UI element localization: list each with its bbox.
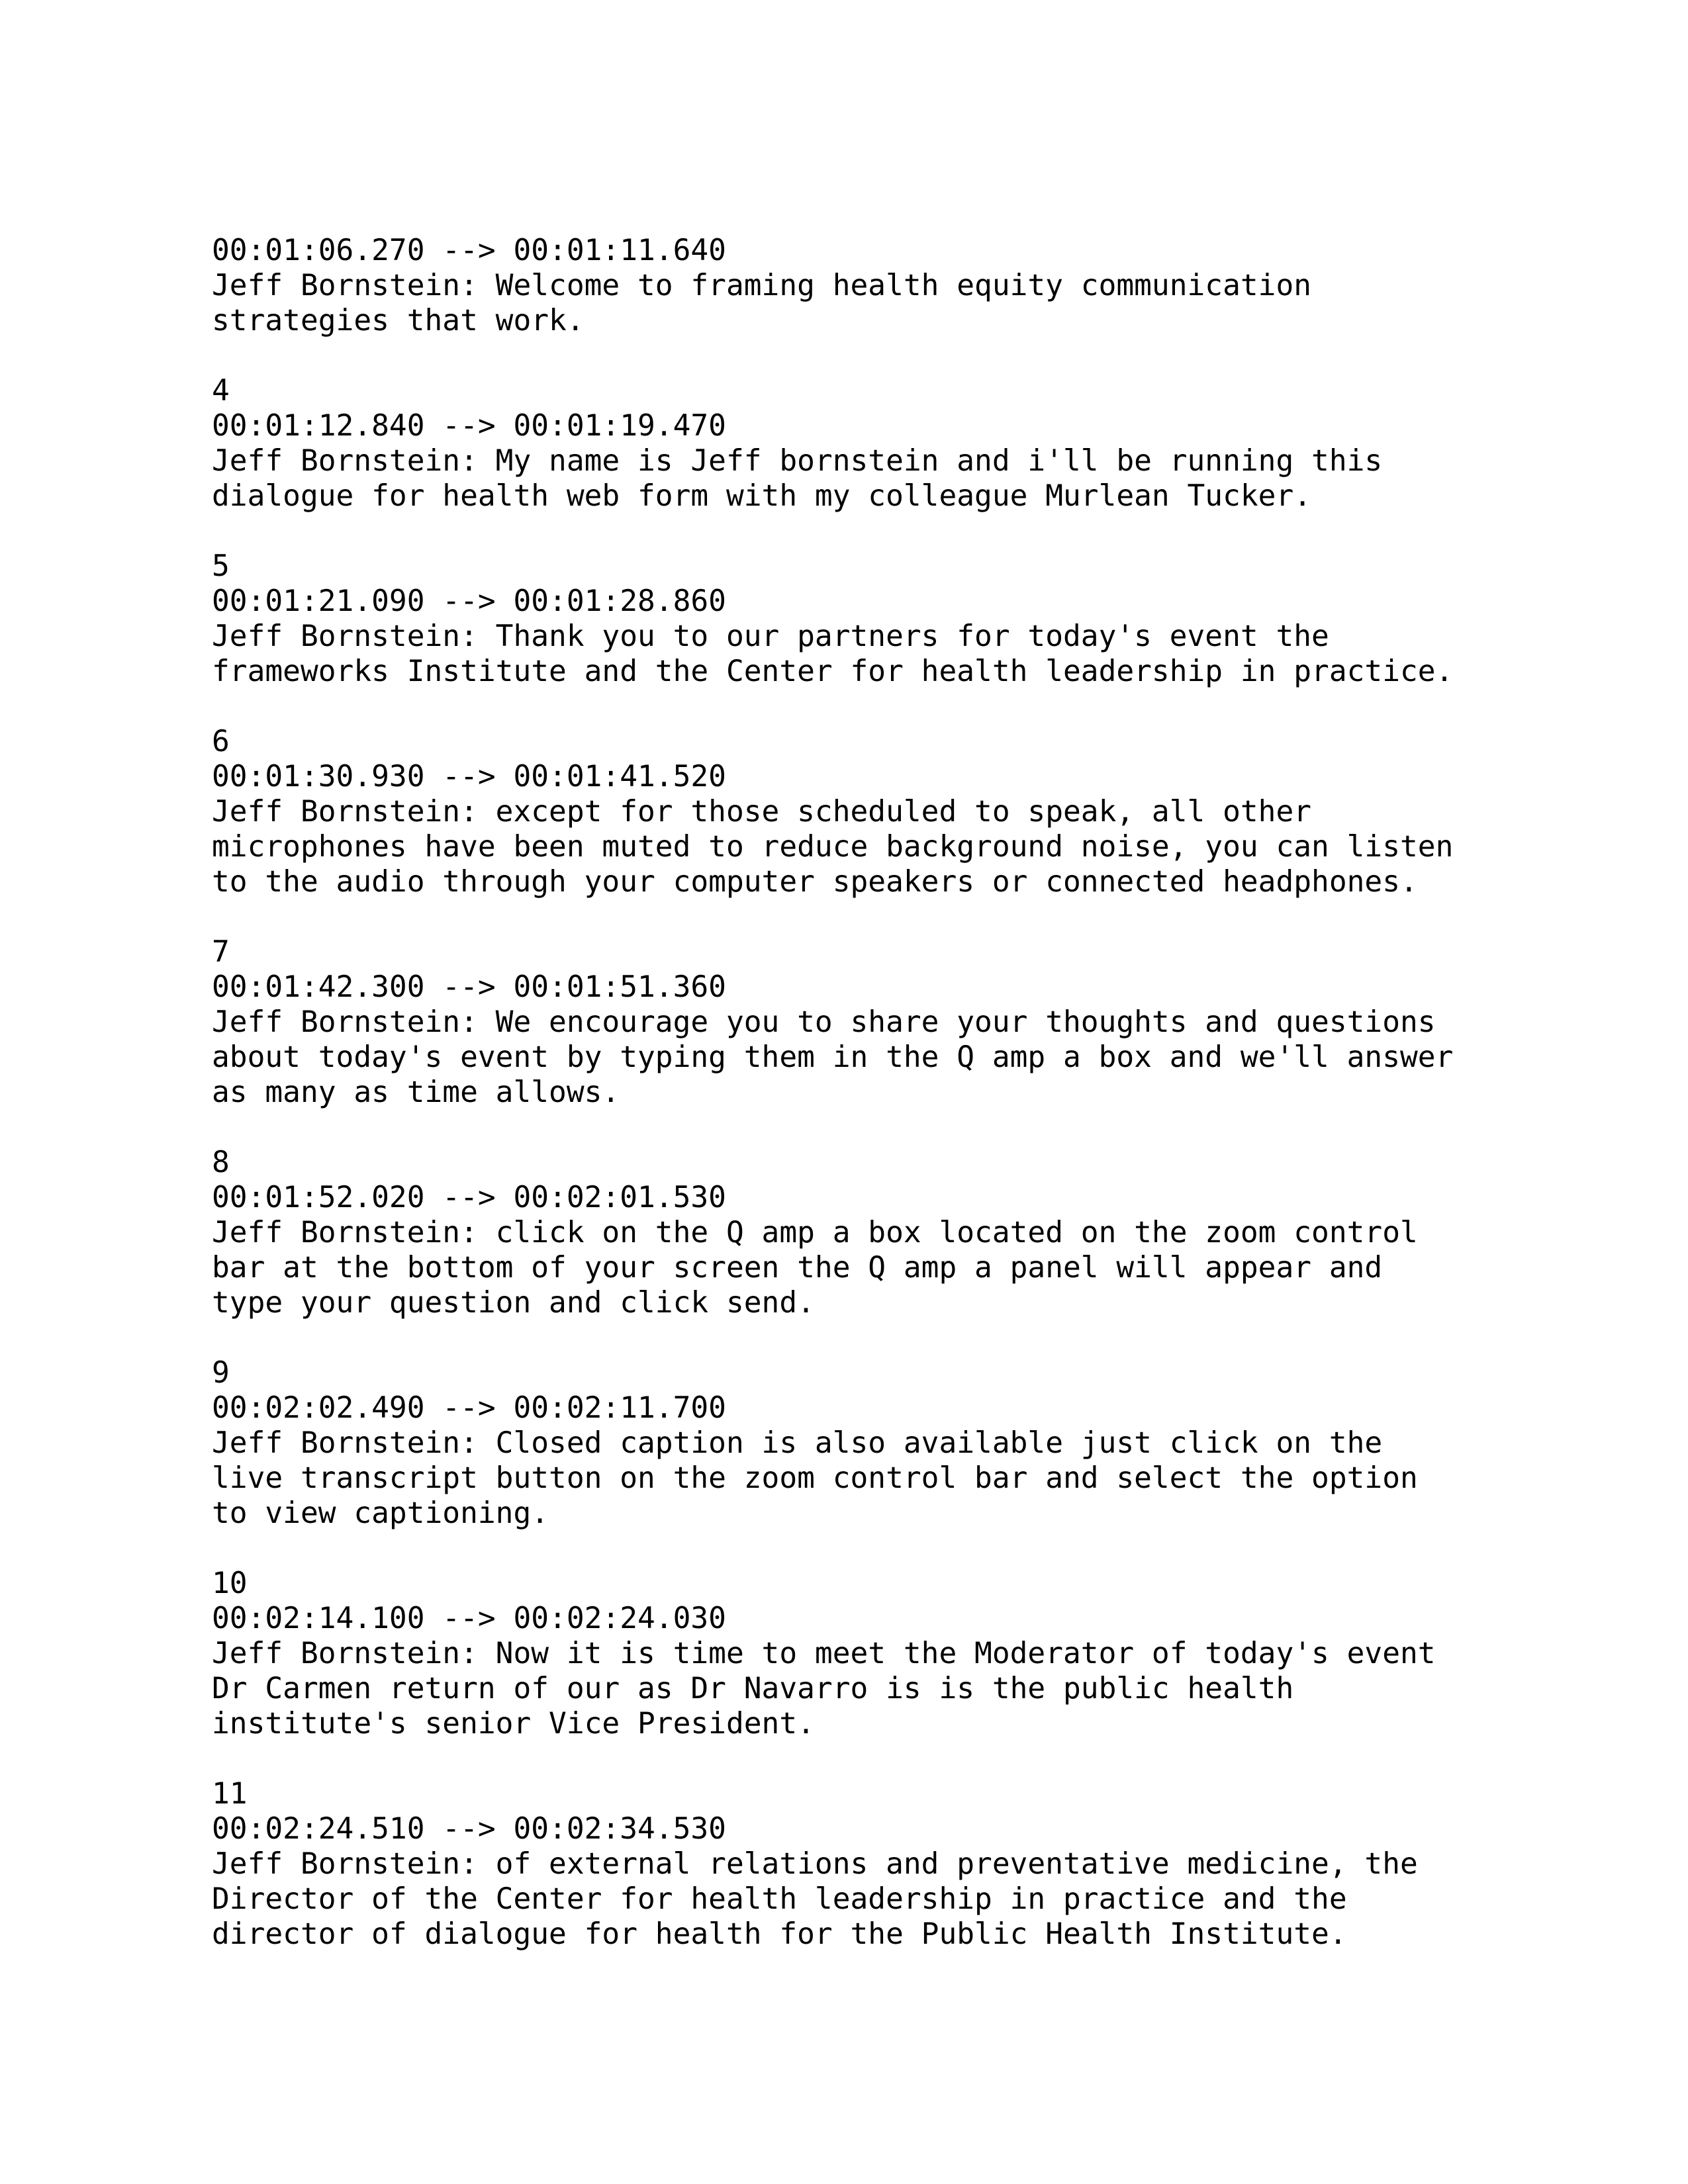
cue-text-line: Jeff Bornstein: Thank you to our partners for today's event the [212, 619, 1329, 653]
cue-index: 6 [212, 725, 230, 758]
cue-index: 7 [212, 935, 230, 969]
cue-text-line: type your question and click send. [212, 1286, 815, 1320]
cue-text-line: as many as time allows. [212, 1075, 620, 1109]
cue-text-line: live transcript button on the zoom control bar and select the option [212, 1461, 1418, 1495]
cue-timestamp: 00:01:12.840 --> 00:01:19.470 [212, 409, 726, 443]
cue-text-line: strategies that work. [212, 304, 585, 338]
cue-timestamp: 00:01:52.020 --> 00:02:01.530 [212, 1181, 726, 1214]
cue-text-line: to the audio through your computer speakers or connected headphones. [212, 865, 1418, 899]
cue-timestamp: 00:01:30.930 --> 00:01:41.520 [212, 760, 726, 794]
cue-text-line: Jeff Bornstein: Welcome to framing health equity communication [212, 269, 1312, 302]
cue-timestamp: 00:02:02.490 --> 00:02:11.700 [212, 1391, 726, 1425]
cue-index: 5 [212, 549, 230, 583]
transcript-cue [212, 549, 1536, 689]
cue-text-line: Jeff Bornstein: except for those scheduled to speak, all other [212, 795, 1312, 829]
cue-index: 8 [212, 1146, 230, 1179]
cue-text-line: dialogue for health web form with my colleague Murlean Tucker. [212, 479, 1312, 513]
transcript-cue [212, 934, 1536, 1110]
cue-text-line: Jeff Bornstein: Closed caption is also available just click on the [212, 1426, 1383, 1460]
cue-text-line: Dr Carmen return of our as Dr Navarro is is the public health [212, 1672, 1294, 1706]
cue-text-line: about today's event by typing them in the Q amp a box and we'll answer [212, 1040, 1454, 1074]
cue-index: 9 [212, 1356, 230, 1390]
cue-timestamp: 00:02:14.100 --> 00:02:24.030 [212, 1602, 726, 1635]
transcript-cue [212, 233, 1536, 338]
cue-timestamp: 00:02:24.510 --> 00:02:34.530 [212, 1812, 726, 1846]
cue-text-line: Jeff Bornstein: My name is Jeff bornstein and i'll be running this [212, 444, 1383, 478]
transcript-cue [212, 373, 1536, 514]
cue-text-line: to view captioning. [212, 1496, 549, 1530]
transcript-cue [212, 1145, 1536, 1320]
cue-timestamp: 00:01:06.270 --> 00:01:11.640 [212, 234, 726, 267]
transcript-cue [212, 1355, 1536, 1531]
cue-text-line: microphones have been muted to reduce background noise, you can listen [212, 830, 1454, 864]
transcript-cue [212, 1566, 1536, 1741]
cue-index: 10 [212, 1567, 248, 1600]
cue-timestamp: 00:01:21.090 --> 00:01:28.860 [212, 584, 726, 618]
cue-text-line: bar at the bottom of your screen the Q amp a panel will appear and [212, 1251, 1383, 1285]
transcript-page [212, 233, 1536, 1987]
cue-text-line: Director of the Center for health leadership in practice and the [212, 1882, 1347, 1916]
cue-text-line: frameworks Institute and the Center for health leadership in practice. [212, 655, 1454, 688]
cue-text-line: Jeff Bornstein: click on the Q amp a box located on the zoom control [212, 1216, 1418, 1250]
transcript-cue [212, 1776, 1536, 1952]
cue-index: 4 [212, 374, 230, 408]
transcript-cue [212, 724, 1536, 899]
cue-text-line: director of dialogue for health for the Public Health Institute. [212, 1917, 1347, 1951]
cue-index: 11 [212, 1777, 248, 1811]
cue-text-line: Jeff Bornstein: Now it is time to meet the Moderator of today's event [212, 1637, 1436, 1670]
cue-text-line: institute's senior Vice President. [212, 1707, 815, 1741]
cue-text-line: Jeff Bornstein: We encourage you to share your thoughts and questions [212, 1005, 1436, 1039]
cue-text-line: Jeff Bornstein: of external relations and preventative medicine, the [212, 1847, 1418, 1881]
cue-timestamp: 00:01:42.300 --> 00:01:51.360 [212, 970, 726, 1004]
